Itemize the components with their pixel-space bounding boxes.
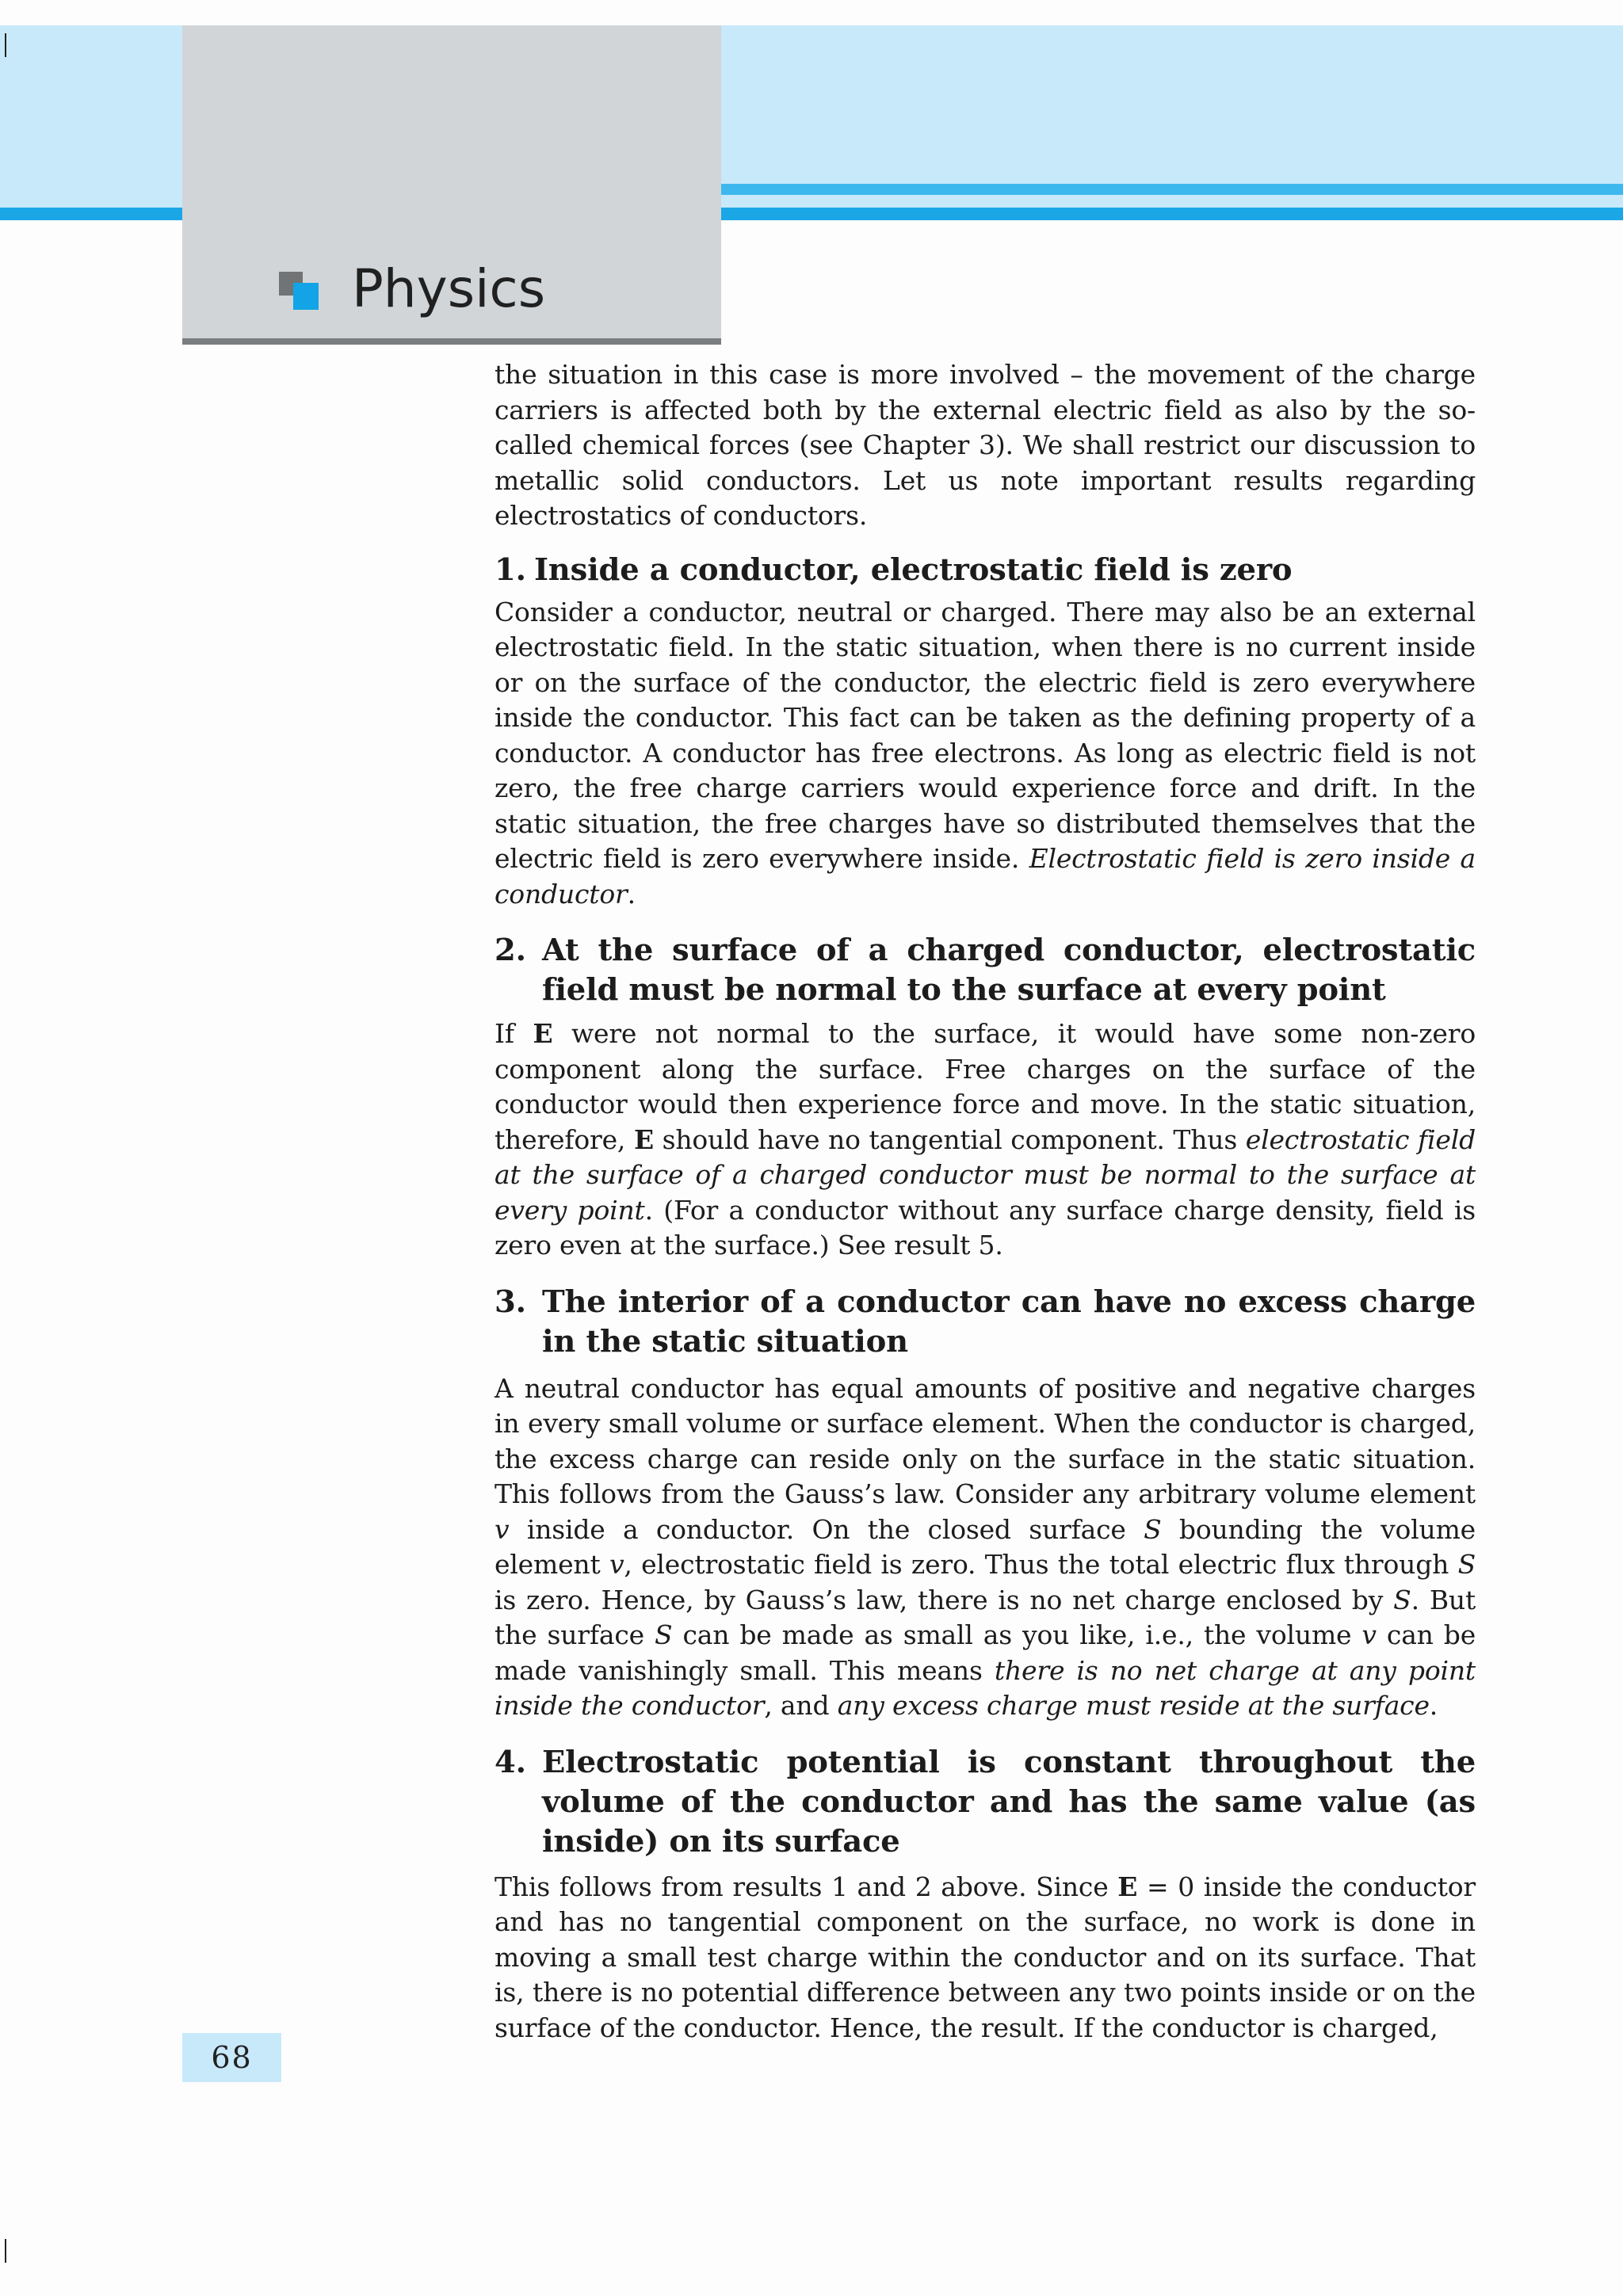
overlapping-squares-icon xyxy=(279,272,320,311)
text: is zero. Hence, by Gauss’s law, there is no net charge enclosed by xyxy=(495,1584,1384,1615)
text: . xyxy=(627,878,636,910)
section-title: At the surface of a charged conductor, electrostatic field must be normal to the surface at every point xyxy=(542,933,1476,1008)
math-symbol: S xyxy=(1393,1584,1411,1615)
text: bounding the volume element xyxy=(495,1513,1476,1580)
logo-square-front xyxy=(293,283,319,310)
emphasis: Electrostatic field is zero inside a conductor xyxy=(495,843,1476,910)
text: inside a conductor. On the closed surface xyxy=(526,1513,1126,1545)
section-title: Inside a conductor, electrostatic field is zero xyxy=(534,551,1293,588)
vector-symbol: E xyxy=(633,1123,654,1155)
text: This follows from results 1 and 2 above. Since xyxy=(495,1871,1109,1902)
section-3-paragraph xyxy=(495,1371,1476,1724)
section-number: 3. xyxy=(495,1283,526,1320)
math-symbol: v xyxy=(609,1549,624,1580)
text: A neutral conductor has equal amounts of positive and negative charges in every small volume or surface element. When the conductor is charged, the excess charge can reside only on the surface in the static situation. This follows from the Gauss’s law. Consider any arbitrary volume element xyxy=(495,1372,1476,1509)
text: can be made vanishingly small. This means xyxy=(495,1619,1476,1686)
text: . But the surface xyxy=(495,1584,1476,1650)
section-2-paragraph xyxy=(495,1016,1476,1264)
crop-mark-bottom xyxy=(5,2239,6,2263)
math-symbol: S xyxy=(1457,1549,1476,1580)
subject-title: Physics xyxy=(352,258,546,319)
text: Consider a conductor, neutral or charged. There may also be an external electrostatic field. In the static situation, when there is no current inside or on the surface of the conductor, the electric field is zero everywhere inside the conductor. This fact can be taken as the defining property of a conductor. A conductor has free electrons. As long as electric field is not zero, the free charge carriers would experience force and drift. In the static situation, the free charges have so distributed themselves that the electric field is zero everywhere inside. xyxy=(495,596,1476,874)
text: . xyxy=(1429,1690,1438,1721)
text: , electrostatic field is zero. Thus the total electric flux through xyxy=(624,1549,1449,1580)
section-title: Electrostatic potential is constant throughout the volume of the conductor and has the same value (as inside) on its surface xyxy=(542,1744,1476,1859)
math-symbol: S xyxy=(655,1619,673,1650)
emphasis: electrostatic field at the surface of a charged conductor must be normal to the surface at every point xyxy=(495,1123,1476,1226)
crop-mark-top xyxy=(5,33,6,57)
section-heading-4 xyxy=(495,1743,1476,1862)
text: can be made as small as you like, i.e., the volume xyxy=(682,1619,1352,1650)
vector-symbol: E xyxy=(1117,1871,1138,1902)
page-number: 68 xyxy=(182,2033,281,2082)
section-heading-1 xyxy=(495,551,1476,590)
math-symbol: v xyxy=(1361,1619,1377,1650)
section-title: The interior of a conductor can have no excess charge in the static situation xyxy=(542,1283,1476,1360)
header-stripe-thin xyxy=(721,184,1623,195)
section-number: 1. xyxy=(495,551,526,588)
vector-symbol: E xyxy=(533,1018,553,1049)
text: , and xyxy=(764,1690,830,1721)
section-heading-3 xyxy=(495,1283,1476,1362)
text: should have no tangential component. Thus xyxy=(662,1123,1238,1155)
section-number: 2. xyxy=(495,933,526,968)
section-heading-2 xyxy=(495,931,1476,1010)
header-stripe-left xyxy=(0,208,182,220)
page-body xyxy=(495,357,1476,2046)
section-number: 4. xyxy=(495,1744,526,1780)
math-symbol: S xyxy=(1144,1513,1162,1545)
section-1-paragraph xyxy=(495,595,1476,913)
text: were not normal to the surface, it would have some non-zero component along the surface. Free charges on the surface of the conductor would then experience force and move. In the static situation, therefore, xyxy=(495,1018,1476,1155)
emphasis: there is no net charge at any point inside the conductor xyxy=(495,1654,1476,1721)
text: . (For a conductor without any surface charge density, field is zero even at the surface.) See result 5. xyxy=(495,1194,1476,1261)
section-4-paragraph xyxy=(495,1870,1476,2046)
text: = 0 inside the conductor and has no tangential component on the surface, no work is done in moving a small test charge within the conductor and on its surface. That is, there is no potential difference between any two points inside or on the surface of the conductor. Hence, the result. If the conductor is charged, xyxy=(495,1871,1476,2043)
header-stripe-right xyxy=(721,208,1623,220)
text: If xyxy=(495,1018,514,1049)
intro-paragraph: the situation in this case is more involved – the movement of the charge carriers is affected both by the external electric field as also by the so-called chemical forces (see Chapter 3). We shall restrict our discussion to metallic solid conductors. Let us note important results regarding electrostatics of conductors. xyxy=(495,359,1476,531)
math-symbol: v xyxy=(495,1513,510,1545)
emphasis: any excess charge must reside at the surface xyxy=(837,1690,1430,1721)
